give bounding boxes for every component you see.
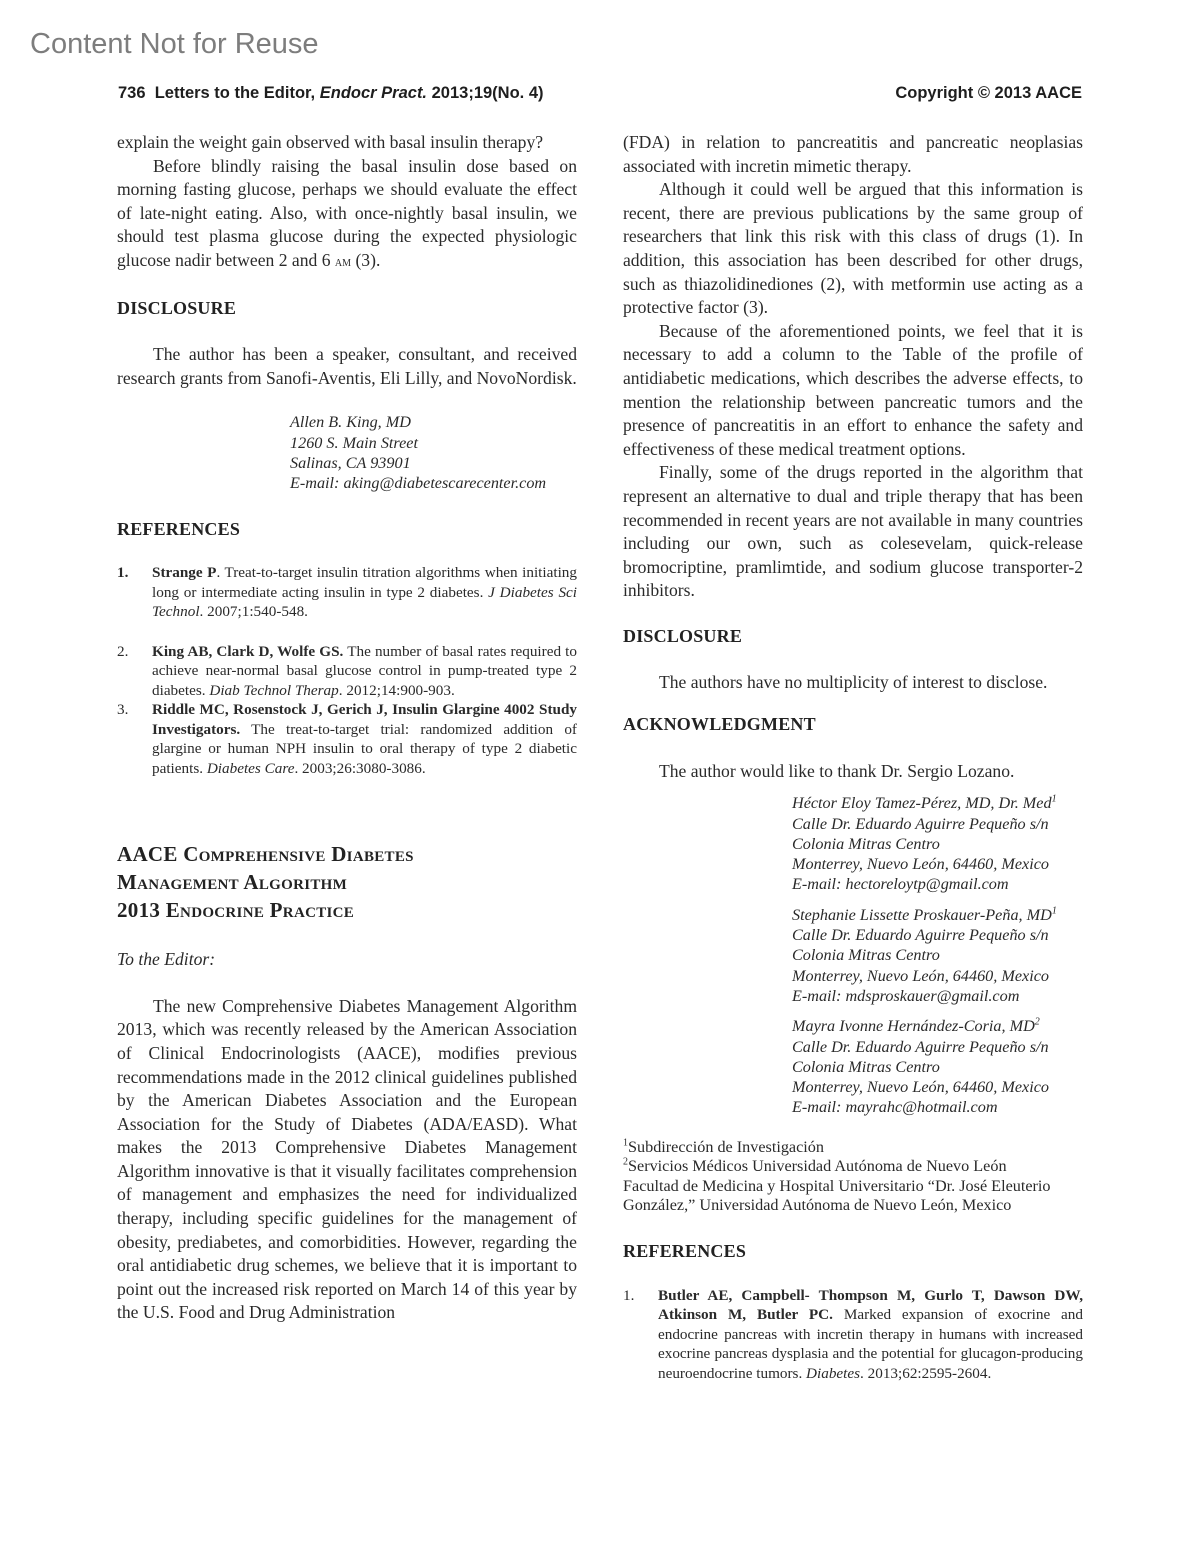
copyright: Copyright © 2013 AACE [895, 84, 1082, 102]
paragraph: Before blindly raising the basal insulin dose based on morning fasting glucose, perhaps we should evaluate the effect of late-night eating. Also, with once-nightly basal insulin, we should test plasma glucose during the expected physiologic glucose nadir between 2 and 6 am (3). [117, 155, 577, 270]
running-head-left [118, 84, 544, 103]
author-name: Allen B. King, MD [290, 413, 411, 432]
continued-paragraph: (FDA) in relation to pancreatitis and pancreatic neoplasias associated with incretin mimetic therapy. [623, 132, 1083, 176]
article-title: AACE Comprehensive Diabetes Management Algorithm 2013 Endocrine Practice [117, 842, 414, 923]
acknowledgment-text: The author would like to thank Dr. Sergio Lozano. [659, 760, 1015, 781]
references-heading: REFERENCES [623, 1241, 747, 1262]
left-column [117, 131, 577, 1325]
paragraph: Although it could well be argued that this information is recent, there are previous publications by the same group of researchers that link this risk with this class of drugs (1). In addition, this association has been described for other drugs, such as thiazolidinediones (2), with metformin use acting as a protective factor (3). [623, 179, 1083, 318]
journal-name: Endocr Pract. [319, 84, 428, 102]
author-street: 1260 S. Main Street [290, 433, 418, 452]
volume-info: 2013;19(No. 4) [431, 84, 544, 102]
right-column [623, 131, 1083, 1383]
author-email[interactable]: E-mail: aking@diabetescarecenter.com [290, 474, 547, 493]
section-label: Letters to the Editor, [154, 84, 316, 102]
author-signature [290, 412, 577, 493]
author-name: Stephanie Lissette Proskauer-Peña, $MD^1$ [792, 905, 1057, 924]
paragraph: Finally, some of the drugs reported in the algorithm that represent an alternative to dual and triple therapy that has been recommended in recent years are not available in many countries including our own, such as colesevelam, quick-release bromocriptine, pramlimtide, and sodium glucose transporter-2 inhibitors. [623, 462, 1083, 601]
author-signature: Stephanie Lissette Proskauer-Peña, $MD^1$ Calle Dr. Eduardo Aguirre Pequeño s/n Colonia Mitras Centro Monterrey, Nuevo León, 64460, Mexico E-mail: mdsproskauer@gmail.com [792, 905, 1083, 1006]
references-list [623, 1286, 1083, 1384]
am-smallcaps: am [334, 254, 352, 270]
disclosure-heading: DISCLOSURE [623, 625, 743, 646]
disclosure-text: The author has been a speaker, consultant, and received research grants from Sanofi-Aventis, Eli Lilly, and NovoNordisk. [117, 344, 577, 388]
continued-paragraph: explain the weight gain observed with basal insulin therapy? [117, 132, 544, 152]
author-name: Mayra Ivonne Hernández-Coria, $MD^2$ [792, 1016, 1040, 1036]
reference-item: 1. Strange P. Treat-to-target insulin titration algorithms when initiating long or intermediate acting insulin in type 2 diabetes. J Diabetes Sci Technol. 2007;1:540-548. [117, 564, 577, 621]
author-signature: Mayra Ivonne Hernández-Coria, $MD^2$ Calle Dr. Eduardo Aguirre Pequeño s/n Colonia Mitras Centro Monterrey, Nuevo León, 64460, Mexico E-mail: mayrahc@hotmail.com [792, 1016, 1083, 1117]
author-signature: Héctor Eloy Tamez-Pérez, MD, Dr. Med$^1$ Calle Dr. Eduardo Aguirre Pequeño s/n Colonia Mitras Centro Monterrey, Nuevo León, 64460, Mexico E-mail: hectoreloytp@gmail.com [792, 793, 1083, 894]
watermark: Content Not for Reuse [30, 28, 319, 60]
page-number: 736 [118, 84, 146, 102]
reference-item: 2. King AB, Clark D, Wolfe GS. The number of basal rates required to achieve near-normal basal glucose control in pump-treated type 2 diabetes. Diab Technol Therap. 2012;14:900-903. [117, 642, 577, 699]
paragraph: Because of the aforementioned points, we feel that it is necessary to add a column to the Table of the profile of antidiabetic medications, which describes the adverse effects, to mention the relationship between pancreatic tumors and the presence of pancreatitis in an effort to enhance the safety and effectiveness of these medical treatment options. [623, 320, 1083, 459]
references-heading: REFERENCES [117, 518, 241, 539]
author-city: Salinas, CA 93901 [290, 453, 411, 472]
reference-item: 3. Riddle MC, Rosenstock J, Gerich J, Insulin Glargine 4002 Study Investigators. The treat-to-target trial: randomized addition of glargine or human NPH insulin to oral therapy of type 2 diabetic patients. Diabetes Care. 2003;26:3080-3086. [117, 701, 577, 777]
affiliations: $^1$Subdirección de Investigación $^2$Servicios Médicos Universidad Autónoma de Nuevo León Facultad de Medicina y Hospital Universitario “Dr. José Eleuterio González,” Universidad Autónoma de Nuevo León, Mexico [623, 1137, 1051, 1215]
disclosure-heading: DISCLOSURE [117, 297, 237, 318]
disclosure-text: The authors have no multiplicity of interest to disclose. [659, 672, 1048, 693]
letter-paragraph: The new Comprehensive Diabetes Management Algorithm 2013, which was recently released by the American Association of Clinical Endocrinologists (AACE), modifies previous recommendations made in the 2012 clinical guidelines published by the American Diabetes Association and the European Association for the Study of Diabetes (ADA/EASD). What makes the 2013 Comprehensive Diabetes Management Algorithm innovative is that it visually facilitates comprehension of management and emphasizes the need for individualized therapy, including specific guidelines for the management of obesity, prediabetes, and comorbidities. However, regarding the oral antidiabetic drug schemes, we believe that it is important to point out the increased risk reported on March 14 of this year by the U.S. Food and Drug Administration [117, 995, 577, 1323]
author-email[interactable]: E-mail: hectoreloytp@gmail.com [792, 875, 1009, 894]
author-name: Héctor Eloy Tamez-Pérez, MD, Dr. Med$^1$ [792, 793, 1057, 813]
references-list [117, 563, 577, 778]
author-email[interactable]: E-mail: mdsproskauer@gmail.com [792, 986, 1020, 1005]
running-head [118, 84, 1082, 103]
reference-item: 1. Butler AE, Campbell- Thompson M, Gurlo T, Dawson DW, Atkinson M, Butler PC. Marked expansion of exocrine and endocrine pancreas with incretin therapy in humans with increased exocrine pancreas dysplasia and the potential for glucagon-producing neuroendocrine tumors. Diabetes. 2013;62:2595-2604. [623, 1286, 1083, 1382]
acknowledgment-heading: ACKNOWLEDGMENT [623, 714, 816, 735]
salutation: To the Editor: [117, 949, 216, 970]
author-email[interactable]: E-mail: mayrahc@hotmail.com [792, 1098, 998, 1117]
